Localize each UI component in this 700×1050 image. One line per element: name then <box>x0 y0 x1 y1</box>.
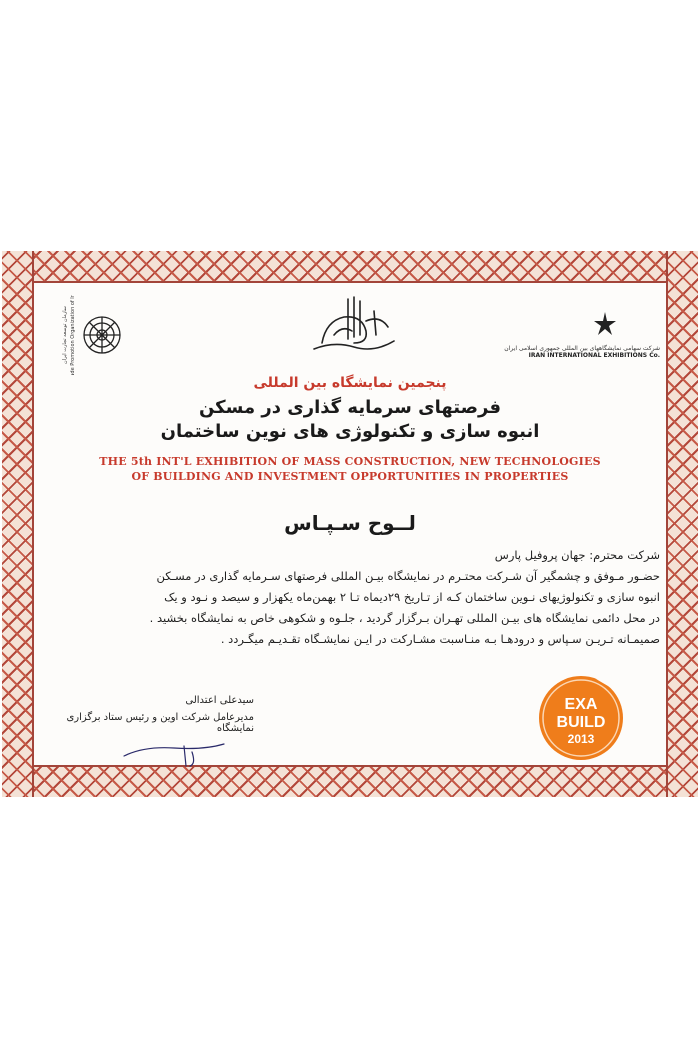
appreciation-heading: لــوح سـپـاس <box>284 511 416 535</box>
signer-title: مدیرعامل شرکت اوین و رئیس ستاد برگزاری نمایشگاه <box>66 712 254 734</box>
iran-exhibitions-name-en: IRAN INTERNATIONAL EXHIBITIONS Co. <box>528 352 660 359</box>
trade-promotion-emblem-icon <box>44 295 134 375</box>
bismillah-calligraphy <box>304 291 400 355</box>
body-line: انبوه سازی و تکنولوژیهای نـوین ساختمان کـه از تـاریخ ۲۹دیماه تـا ۲ بهمن‌ماه یکهزار و سیصد و نـود و یک <box>164 590 660 604</box>
signer-name: سیدعلی اعتدالی <box>185 695 254 706</box>
body-line: در محل دائمی نمایشگاه های بیـن المللی تهـران بـرگزار گردید ، جلـوه و شکوهی خاص به نمایشگاه بخشید . <box>149 611 660 625</box>
svg-text:Trade Promotion Organization o: Trade Promotion Organization of Iran <box>70 295 76 375</box>
iran-exhibitions-emblem-icon <box>590 309 620 339</box>
iran-exhibitions-name-fa: شرکت سهامی نمایشگاههای بین المللی جمهوری اسلامی ایران <box>504 345 660 352</box>
recipient-line: شرکت محترم: جهان پروفیل پارس <box>494 548 660 562</box>
badge-line3: 2013 <box>567 732 595 746</box>
trade-promotion-logo <box>44 295 134 375</box>
border-right <box>666 251 698 797</box>
border-top <box>2 251 698 283</box>
iran-exhibitions-logo <box>500 309 660 359</box>
body-line: صمیمـانه تـریـن سـپاس و درودهـا بـه منـاسبت مشـارکت در ایـن نمایشـگاه تقـدیـم میگـردد . <box>220 632 660 646</box>
signature-block <box>64 695 254 772</box>
exhibition-small-title: پنجمین نمایشگاه بین المللی <box>253 375 447 391</box>
exhibition-title-fa-line2: انبوه سازی و تکنولوژی های نوین ساختمان <box>160 421 540 442</box>
exhibition-title-en-line1: THE 5th INT'L EXHIBITION OF MASS CONSTRUCTION, NEW TECHNOLOGIES <box>99 455 601 468</box>
border-left <box>2 251 34 797</box>
svg-text:سازمان توسعه تجارت ایران: سازمان توسعه تجارت ایران <box>62 306 68 364</box>
exhibition-title-fa-line1: فرصتهای سرمایه گذاری در مسکن <box>198 397 502 418</box>
certificate-content <box>34 283 666 765</box>
exa-build-badge <box>536 673 626 763</box>
exhibition-title-en-line2: OF BUILDING AND INVESTMENT OPPORTUNITIES IN PROPERTIES <box>131 470 569 483</box>
body-line: حضـور مـوفق و چشمگیر آن شـرکت محتـرم در نمایشگاه بیـن المللی فرصتهای سـرمایه گذاری در مسـکن <box>156 569 660 583</box>
badge-line1: EXA <box>564 696 598 713</box>
handwritten-signature <box>64 736 254 772</box>
certificate-body <box>40 545 660 650</box>
badge-line2: BUILD <box>556 714 606 731</box>
certificate <box>2 251 698 797</box>
